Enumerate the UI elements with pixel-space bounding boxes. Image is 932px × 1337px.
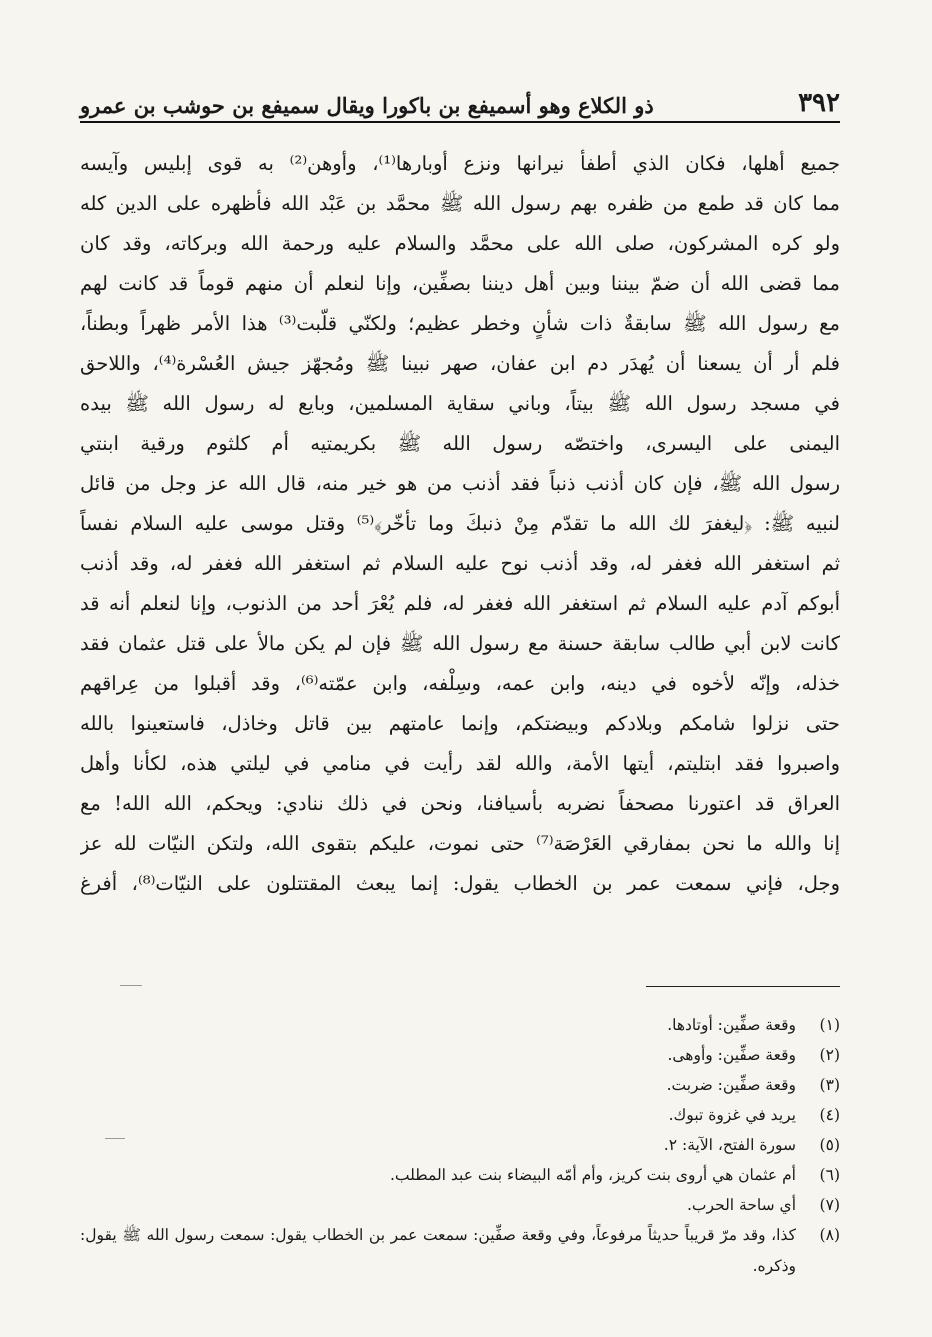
footnote-separator bbox=[646, 986, 840, 987]
text-line: واصبروا فقد ابتليتم، أيتها الأمة، والله لقد رأيت في منامي في ليلتي هذه، لكأنا وأهل bbox=[80, 752, 840, 775]
text-line: ولو كره المشركون، صلى الله على محمَّد والسلام عليه ورحمة الله وبركاته، وقد كان bbox=[80, 232, 840, 255]
footnote-text: يريد في غزوة تبوك. bbox=[668, 1106, 796, 1124]
footnote-text: وقعة صفِّين: وأوهى. bbox=[667, 1046, 796, 1064]
page-header bbox=[80, 78, 840, 118]
footnote-number: (٧) bbox=[819, 1196, 840, 1214]
text-line: كانت لابن أبي طالب سابقة حسنة مع رسول الله ﷺ فإن لم يكن مالأ على قتل عثمان فقد bbox=[80, 632, 840, 655]
footnote-number: (٥) bbox=[819, 1136, 840, 1154]
footnote-number: (٨) bbox=[819, 1226, 840, 1244]
text-line: مما كان قد طمع من ظفره بهم رسول الله ﷺ محمَّد بن عَبْد الله فأظهره على الدين كله bbox=[80, 192, 840, 215]
footnote-number: (١) bbox=[819, 1016, 840, 1034]
text-line: مما قضى الله أن ضمّ بيننا وبين أهل ديننا بصفِّين، وإنا لنعلم أن منهم قوماً قد كانت لهم bbox=[80, 272, 840, 295]
footnote-item bbox=[80, 1190, 840, 1220]
footnote-number: (٤) bbox=[819, 1106, 840, 1124]
footnote-number: (٦) bbox=[819, 1166, 840, 1184]
footnote-item bbox=[80, 1220, 840, 1282]
footnote-text: وقعة صفِّين: أوتادها. bbox=[667, 1016, 796, 1034]
footnote-text: كذا، وقد مرّ قريباً حديثاً مرفوعاً، وفي وقعة صفِّين: سمعت عمر بن الخطاب يقول: سمعت رسول الله ﷺ يقول: وذكره. bbox=[80, 1226, 796, 1275]
footnote-text: أم عثمان هي أروى بنت كريز، وأم أمّه البيضاء بنت عبد المطلب. bbox=[389, 1166, 796, 1184]
page-number: ٣٩٢ bbox=[798, 88, 840, 118]
footnote-item bbox=[80, 1070, 840, 1100]
footnote-text: وقعة صفِّين: ضربت. bbox=[666, 1076, 796, 1094]
footnote-text: سورة الفتح، الآية: ٢. bbox=[663, 1136, 796, 1154]
footnote-number: (٣) bbox=[819, 1076, 840, 1094]
header-rule bbox=[80, 121, 840, 123]
text-line: إنا والله ما نحن بمفارقي العَرْصَة⁽⁷⁾ حتى نموت، عليكم بتقوى الله، ولتكن النيّات لله عز bbox=[80, 832, 840, 855]
footnote-item bbox=[80, 1160, 840, 1190]
text-line: حتى نزلوا شامكم وبلادكم وبيضتكم، وإنما عامتهم بين قاتل وخاذل، فاستعينوا بالله bbox=[80, 712, 840, 735]
scan-mark bbox=[105, 1138, 125, 1139]
text-line: فلم أر أن يسعنا أن يُهدَر دم ابن عفان، صهر نبينا ﷺ ومُجهّز جيش العُسْرة⁽⁴⁾، واللاحق bbox=[80, 352, 840, 375]
text-line: اليمنى على اليسرى، واختصّه رسول الله ﷺ بكريمتيه أم كلثوم ورقية ابنتي bbox=[80, 432, 840, 455]
text-line: خذله، وإنّه لأخوه في دينه، وابن عمه، وسِلْفه، وابن عمّته⁽⁶⁾، وقد أقبلوا من عِراقهم bbox=[80, 672, 840, 695]
text-line: العراق قد اعتورنا مصحفاً نضربه بأسيافنا، ونحن في ذلك ننادي: ويحكم، الله الله! مع bbox=[80, 792, 840, 815]
footnote-item bbox=[80, 1010, 840, 1040]
text-line: لنبيه ﷺ: ﴿ليغفرَ لك الله ما تقدّم مِنْ ذنبكَ وما تأخّر﴾⁽⁵⁾ وقتل موسى عليه السلام نفساً bbox=[80, 512, 840, 535]
text-line: جميع أهلها، فكان الذي أطفأ نيرانها ونزع أوبارها⁽¹⁾، وأوهن⁽²⁾ به قوى إبليس وآيسه bbox=[80, 152, 840, 175]
main-text bbox=[80, 144, 840, 904]
running-title: ذو الكلاع وهو أسميفع بن باكورا ويقال سميفع بن حوشب بن عمرو bbox=[80, 93, 654, 118]
footnote-number: (٢) bbox=[819, 1046, 840, 1064]
text-line: وجل، فإني سمعت عمر بن الخطاب يقول: إنما يبعث المقتتلون على النيّات⁽⁸⁾، أفرغ bbox=[80, 872, 840, 895]
text-line: أبوكم آدم عليه السلام ثم استغفر الله فغفر له، فلم يُعْرَ أحد من الذنوب، وإنا لنعلم أنه قد bbox=[80, 592, 840, 615]
text-line: رسول الله ﷺ، فإن كان أذنب ذنباً فقد أذنب من هو خير منه، قال الله عز وجل من قائل bbox=[80, 472, 840, 495]
text-line: ثم استغفر الله فغفر له، وقد أذنب نوح عليه السلام ثم استغفر الله فغفر له، وقد أذنب bbox=[80, 552, 840, 575]
footnote-item bbox=[80, 1040, 840, 1070]
text-line: في مسجد رسول الله ﷺ بيتاً، وباني سقاية المسلمين، وبايع له رسول الله ﷺ بيده bbox=[80, 392, 840, 415]
footnotes-list bbox=[80, 1010, 840, 1282]
footnote-item bbox=[80, 1100, 840, 1130]
scan-mark bbox=[120, 985, 142, 986]
footnote-text: أي ساحة الحرب. bbox=[687, 1196, 796, 1214]
footnote-item bbox=[80, 1130, 840, 1160]
text-line: مع رسول الله ﷺ سابقةٌ ذات شأنٍ وخطر عظيم؛ ولكنّي قلّبت⁽³⁾ هذا الأمر ظهراً وبطناً، bbox=[80, 312, 840, 335]
